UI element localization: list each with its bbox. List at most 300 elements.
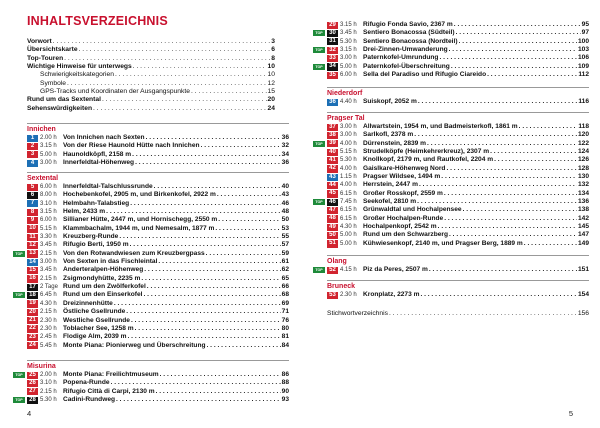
top-badge: TOP: [13, 292, 25, 298]
tour-entry: [63, 266, 289, 274]
tour-leader: [135, 159, 281, 167]
tour-name: Großer Rosskopf, 2559 m: [363, 189, 443, 197]
tour-entry: [363, 190, 589, 198]
tour-leader: [454, 21, 581, 29]
tour-entry: [363, 71, 589, 79]
tour-name: Innerfeldtal-Höhenweg: [63, 159, 135, 167]
tour-leader: [444, 215, 577, 223]
tour-duration: 6.00 h: [40, 217, 57, 224]
tour-leader: [414, 131, 577, 139]
tour-row[interactable]: [27, 283, 289, 291]
tour-number: 25: [27, 372, 38, 379]
tour-number: 23: [27, 334, 38, 341]
tour-entry: [363, 131, 589, 139]
tour-entry: [63, 275, 289, 283]
tour-duration: 2.15 h: [40, 250, 57, 257]
tour-leader: [111, 379, 281, 387]
tour-row[interactable]: [27, 308, 289, 316]
tour-duration: 3.00 h: [340, 55, 357, 62]
page-number-left: 4: [27, 409, 32, 418]
tour-leader: [463, 206, 577, 214]
tour-leader: [494, 156, 577, 164]
tour-leader: [449, 46, 577, 54]
page-title: INHALTSVERZEICHNIS: [27, 14, 168, 28]
toc-leader: [93, 105, 267, 113]
tour-leader: [146, 134, 281, 142]
tour-duration: 8.00 h: [40, 192, 57, 199]
section-heading: Sextental: [27, 172, 289, 183]
tour-duration: 4.30 h: [340, 224, 357, 231]
tour-row[interactable]: [27, 134, 289, 142]
tour-number: 11: [27, 234, 38, 241]
tour-leader: [441, 173, 577, 181]
tour-row[interactable]: [27, 225, 289, 233]
tour-entry: [63, 134, 289, 142]
tour-page: 53: [281, 224, 289, 232]
tour-duration: 3.45 h: [40, 242, 57, 249]
tour-leader: [451, 63, 577, 71]
tour-page: 61: [281, 258, 289, 266]
tour-leader: [130, 241, 281, 249]
tour-row[interactable]: [27, 151, 289, 159]
tour-page: 68: [281, 291, 289, 299]
tour-row[interactable]: [327, 71, 589, 79]
tour-entry: [363, 140, 589, 148]
tour-row[interactable]: [327, 173, 589, 181]
tour-duration: 6.15 h: [340, 207, 357, 214]
top-badge: TOP: [313, 64, 325, 70]
tour-row[interactable]: [327, 291, 589, 299]
tour-number: 19: [27, 300, 38, 307]
tour-page: 126: [577, 156, 589, 164]
tour-duration: 5.45 h: [40, 342, 57, 349]
tour-number: 16: [27, 275, 38, 282]
tour-name: Flodige Alm, 2039 m: [63, 333, 127, 341]
section-heading: Pragser Tal: [327, 112, 589, 123]
tour-duration: 3.15 h: [340, 22, 357, 28]
tour-row[interactable]: [27, 388, 289, 396]
tour-page: 132: [577, 181, 589, 189]
tour-name: Sella del Paradiso und Rifugio Ciareido: [363, 71, 487, 79]
toc-entry[interactable]: [27, 80, 275, 88]
tour-entry: [63, 325, 289, 333]
toc-page: 12: [267, 79, 275, 87]
tour-entry: [363, 156, 589, 164]
tour-row[interactable]: [327, 123, 589, 131]
tour-name: Helmbahn-Talabstieg: [63, 199, 130, 207]
tour-row[interactable]: [27, 258, 289, 266]
toc-page: 15: [267, 88, 275, 96]
tour-number: 2: [27, 143, 38, 150]
tour-row[interactable]: [27, 183, 289, 191]
tour-duration: 4.40 h: [340, 99, 357, 105]
tour-name: Klammbachalm, 1944 m, und Nemesalm, 1877 m: [63, 224, 215, 232]
tour-row[interactable]: [15, 249, 289, 258]
tour-row[interactable]: [315, 62, 589, 71]
tour-page: 81: [281, 333, 289, 341]
tour-duration: 2.15 h: [40, 275, 57, 282]
tour-leader: [206, 250, 281, 258]
top-badge: TOP: [13, 251, 25, 257]
tour-row[interactable]: [15, 291, 289, 299]
tour-duration: 5.30 h: [40, 397, 57, 404]
tour-page: 130: [577, 173, 589, 181]
tour-leader: [116, 396, 281, 404]
section-sextental: [15, 172, 289, 350]
index-entry[interactable]: [327, 310, 589, 318]
index-page: 156: [577, 310, 589, 317]
tour-number: 14: [27, 259, 38, 266]
tour-entry: [363, 123, 589, 131]
toc-leader: [79, 46, 271, 54]
tour-entry: [363, 231, 589, 239]
tour-page: 97: [581, 29, 589, 37]
tour-entry: [63, 258, 289, 266]
tour-name: Seekofel, 2810 m: [363, 198, 417, 206]
tour-row[interactable]: [27, 159, 289, 167]
tour-leader: [519, 123, 578, 131]
tour-name: Paternkofel-Überschreitung: [363, 62, 450, 70]
tour-name: Cadini-Rundweg: [63, 396, 116, 404]
tour-page: 134: [577, 189, 589, 197]
tour-page: 154: [577, 291, 589, 298]
tour-row[interactable]: [327, 21, 589, 29]
tour-row[interactable]: [327, 181, 589, 189]
tour-entry: [363, 98, 589, 106]
toc-page: 3: [271, 38, 275, 45]
top-badge: TOP: [313, 267, 325, 273]
tour-row[interactable]: [27, 266, 289, 274]
tour-number: 45: [327, 190, 338, 197]
tour-entry: [363, 173, 589, 181]
tour-row[interactable]: [27, 325, 289, 333]
tour-number: 21: [27, 317, 38, 324]
tour-name: Anderteralpen-Höhenweg: [63, 266, 144, 274]
tour-leader: [217, 191, 281, 199]
page-number-right: 5: [568, 409, 573, 418]
tour-row[interactable]: [327, 148, 589, 156]
tour-page: 142: [577, 214, 589, 222]
tour-row[interactable]: [27, 241, 289, 249]
tour-number: 46: [327, 199, 338, 206]
tour-name: Rifugio Città di Carpi, 2130 m: [63, 387, 155, 395]
tour-entry: [63, 388, 289, 396]
tour-name: Sarlkofl, 2378 m: [363, 131, 414, 139]
tour-page: 43: [281, 191, 289, 199]
tour-row[interactable]: [15, 371, 289, 379]
tour-page: 124: [577, 148, 589, 156]
section-misurina: [15, 360, 289, 404]
top-badge: TOP: [313, 141, 325, 147]
tour-entry: [363, 165, 589, 173]
tour-name: Monte Piana: Pionierweg und Überschreitung: [63, 341, 206, 349]
tour-page: 65: [281, 274, 289, 282]
tour-row[interactable]: [27, 333, 289, 341]
section-olang: [315, 255, 589, 274]
tour-row[interactable]: [327, 131, 589, 139]
tour-leader: [154, 183, 281, 191]
tour-row[interactable]: [327, 240, 589, 248]
tour-name: Von der Riese Haunold Hütte nach Innichen: [63, 142, 200, 150]
tour-duration: 6.00 h: [40, 184, 57, 190]
tour-duration: 4.00 h: [340, 140, 357, 147]
tour-page: 147: [577, 231, 589, 239]
section-misurina-continued: [315, 21, 589, 79]
tour-entry: [63, 300, 289, 308]
tour-duration: 6.15 h: [340, 215, 357, 222]
tour-number: 44: [327, 182, 338, 189]
tour-entry: [63, 333, 289, 341]
tour-entry: [63, 291, 289, 299]
tour-leader: [418, 98, 577, 106]
tour-duration: 3.45 h: [340, 30, 357, 37]
tour-duration: 6.45 h: [40, 292, 57, 299]
tour-duration: 3.00 h: [340, 132, 357, 139]
tour-entry: [63, 396, 289, 404]
tour-page: 69: [281, 299, 289, 307]
tour-row[interactable]: [27, 191, 289, 199]
tour-leader: [487, 71, 577, 79]
tour-row[interactable]: [27, 142, 289, 150]
tour-name: Zsigmondyhütte, 2235 m: [63, 274, 141, 282]
tour-row[interactable]: [327, 206, 589, 214]
tour-page: 57: [281, 241, 289, 249]
tour-duration: 3.15 h: [40, 143, 57, 150]
tour-number: 38: [327, 132, 338, 139]
tour-row[interactable]: [327, 215, 589, 223]
tour-row[interactable]: [327, 190, 589, 198]
tour-number: 30: [327, 30, 338, 37]
tour-leader: [135, 325, 281, 333]
tour-page: 100: [577, 37, 589, 45]
tour-entry: [363, 240, 589, 248]
tour-page: 32: [281, 142, 289, 150]
tour-name: Knollkopf, 2179 m, und Rautkofel, 2204 m: [363, 156, 494, 164]
tour-duration: 2.30 h: [40, 325, 57, 332]
tour-row[interactable]: [27, 379, 289, 387]
tour-page: 128: [577, 164, 589, 172]
toc-page: 6: [271, 46, 275, 54]
tour-page: 90: [281, 387, 289, 395]
tour-page: 138: [577, 206, 589, 214]
tour-leader: [114, 300, 281, 308]
tour-row[interactable]: [327, 98, 589, 106]
tour-name: Östliche Gsellrunde: [63, 308, 126, 316]
tour-number: 6: [27, 192, 38, 199]
tour-name: Dürrenstein, 2839 m: [363, 139, 427, 147]
tour-number: 43: [327, 174, 338, 181]
toc-leader: [191, 88, 267, 96]
tour-page: 40: [281, 183, 289, 190]
tour-name: Kreuzberg-Runde: [63, 233, 119, 241]
tour-duration: 6.00 h: [340, 72, 357, 79]
tour-duration: 4.00 h: [340, 182, 357, 189]
tour-number: 18: [27, 292, 38, 299]
tour-page: 34: [281, 150, 289, 158]
tour-row[interactable]: [315, 266, 589, 274]
tour-name: Toblacher See, 1258 m: [63, 324, 134, 332]
tour-row[interactable]: [27, 300, 289, 308]
tour-row[interactable]: [315, 46, 589, 54]
tour-number: 10: [27, 225, 38, 232]
tour-leader: [207, 342, 281, 350]
tour-entry: [63, 317, 289, 325]
toc-entry[interactable]: [27, 63, 275, 71]
tour-duration: 5.00 h: [340, 63, 357, 70]
tour-number: 52: [327, 267, 338, 274]
tour-row[interactable]: [15, 396, 289, 404]
tour-duration: 3.00 h: [340, 124, 357, 130]
tour-row[interactable]: [27, 275, 289, 283]
tour-duration: 5.15 h: [40, 225, 57, 232]
tour-row[interactable]: [27, 233, 289, 241]
tour-number: 26: [27, 380, 38, 387]
tour-page: 36: [281, 134, 289, 141]
tour-name: Strudelköpfe (Heimkehrerkreuz), 2307 m: [363, 148, 490, 156]
tour-name: Herrstein, 2447 m: [363, 181, 418, 189]
tour-number: 35: [327, 72, 338, 79]
tour-entry: [363, 223, 589, 231]
tour-entry: [363, 38, 589, 46]
tour-entry: [363, 29, 589, 37]
tour-duration: 3.45 h: [40, 267, 57, 274]
tour-leader: [420, 291, 577, 299]
tour-entry: [63, 225, 289, 233]
toc-page: 8: [271, 54, 275, 62]
tour-name: Sentiero Bonacossa (Südteil): [363, 29, 455, 37]
tour-entry: [63, 308, 289, 316]
tour-entry: [63, 342, 289, 350]
tour-leader: [449, 231, 577, 239]
toc-page: 10: [267, 71, 275, 79]
tour-duration: 7.45 h: [340, 199, 357, 206]
tour-leader: [419, 181, 577, 189]
tour-number: 28: [27, 397, 38, 404]
section-pragser-tal: [315, 112, 589, 248]
toc-entry[interactable]: [27, 46, 275, 54]
tour-row[interactable]: [327, 165, 589, 173]
tour-duration: 5.30 h: [340, 157, 357, 164]
tour-row[interactable]: [327, 223, 589, 231]
toc-label: GPS-Tracks und Koordinaten der Ausgangspunkte: [40, 88, 190, 96]
tour-number: 3: [27, 151, 38, 158]
tour-name: Grünwaldtal und Hochalpensee: [363, 206, 462, 214]
tour-leader: [128, 333, 281, 341]
tour-number: 49: [327, 224, 338, 231]
tour-entry: [63, 200, 289, 208]
tour-row[interactable]: [327, 54, 589, 62]
tour-page: 55: [281, 233, 289, 241]
tour-duration: 5.30 h: [340, 38, 357, 45]
tour-row[interactable]: [27, 216, 289, 224]
tour-page: 62: [281, 266, 289, 274]
section-heading: Olang: [327, 255, 589, 266]
tour-number: 41: [327, 157, 338, 164]
tour-name: Rund um den Schwarzberg: [363, 231, 448, 239]
tour-number: 31: [327, 38, 338, 45]
tour-leader: [147, 283, 281, 291]
tour-duration: 3.00 h: [40, 160, 57, 167]
tour-duration: 5.00 h: [40, 151, 57, 158]
tour-entry: [363, 198, 589, 206]
tour-name: Haunoldköpfl, 2158 m: [63, 150, 132, 158]
tour-duration: 3.30 h: [40, 234, 57, 241]
tour-row[interactable]: [327, 38, 589, 46]
tour-leader: [524, 240, 577, 248]
tour-leader: [444, 190, 577, 198]
toc-list: [27, 38, 275, 113]
tour-row[interactable]: [27, 200, 289, 208]
tour-number: 13: [27, 250, 38, 257]
tour-leader: [427, 140, 577, 148]
tour-row[interactable]: [27, 208, 289, 216]
tour-name: Kühwiesenkopf, 2140 m, und Pragser Berg, 1889 m: [363, 239, 523, 247]
tour-row[interactable]: [27, 317, 289, 325]
tour-page: 80: [281, 324, 289, 332]
tour-duration: 3.15 h: [340, 47, 357, 54]
tour-number: 12: [27, 242, 38, 249]
tour-duration: 3.10 h: [40, 380, 57, 387]
tour-number: 48: [327, 215, 338, 222]
toc-label: Wichtige Hinweise für unterwegs: [27, 63, 132, 71]
tour-page: 71: [281, 308, 289, 316]
tour-name: Von Sexten in das Fischleintal: [63, 258, 158, 266]
tour-number: 17: [27, 284, 38, 291]
top-badge: TOP: [13, 372, 25, 378]
tour-row[interactable]: [315, 29, 589, 37]
toc-page: 24: [267, 104, 275, 112]
tour-row[interactable]: [327, 231, 589, 239]
tour-page: 106: [577, 54, 589, 62]
tour-leader: [218, 216, 280, 224]
tour-entry: [63, 142, 289, 150]
tour-page: 118: [578, 123, 589, 130]
tour-number: 7: [27, 200, 38, 207]
tour-leader: [144, 266, 280, 274]
tour-page: 103: [577, 46, 589, 54]
tour-page: 36: [281, 159, 289, 167]
toc-entry[interactable]: [27, 55, 275, 63]
tour-name: Von den Rotwandwiesen zum Kreuzbergpass: [63, 249, 205, 257]
tour-leader: [131, 317, 281, 325]
tour-name: Rund um den Zwölferkofel: [63, 283, 146, 291]
toc-label: Vorwort: [27, 38, 52, 45]
tour-page: 84: [281, 341, 289, 349]
tour-leader: [144, 291, 281, 299]
section-innichen: [27, 123, 289, 167]
toc-entry[interactable]: [27, 96, 275, 104]
tour-entry: [363, 148, 589, 156]
toc-entry[interactable]: [27, 71, 275, 79]
tour-duration: 2.00 h: [40, 372, 57, 378]
tour-row[interactable]: [315, 198, 589, 206]
tour-leader: [215, 225, 280, 233]
toc-entry[interactable]: [27, 105, 275, 113]
tour-row[interactable]: [315, 139, 589, 148]
tour-duration: 3.10 h: [40, 200, 57, 207]
tour-number: 33: [327, 55, 338, 62]
tour-name: Westliche Gsellrunde: [63, 316, 130, 324]
tour-number: 51: [327, 240, 338, 247]
toc-label: Rund um das Sextental: [27, 96, 101, 104]
toc-entry[interactable]: [27, 88, 275, 96]
tour-row[interactable]: [327, 156, 589, 164]
section-niederdorf: [327, 87, 589, 106]
tour-number: 5: [27, 184, 38, 191]
tour-name: Sentiero Bonacossa (Nordteil): [363, 37, 458, 45]
tour-page: 86: [281, 371, 289, 378]
tour-row[interactable]: [27, 342, 289, 350]
